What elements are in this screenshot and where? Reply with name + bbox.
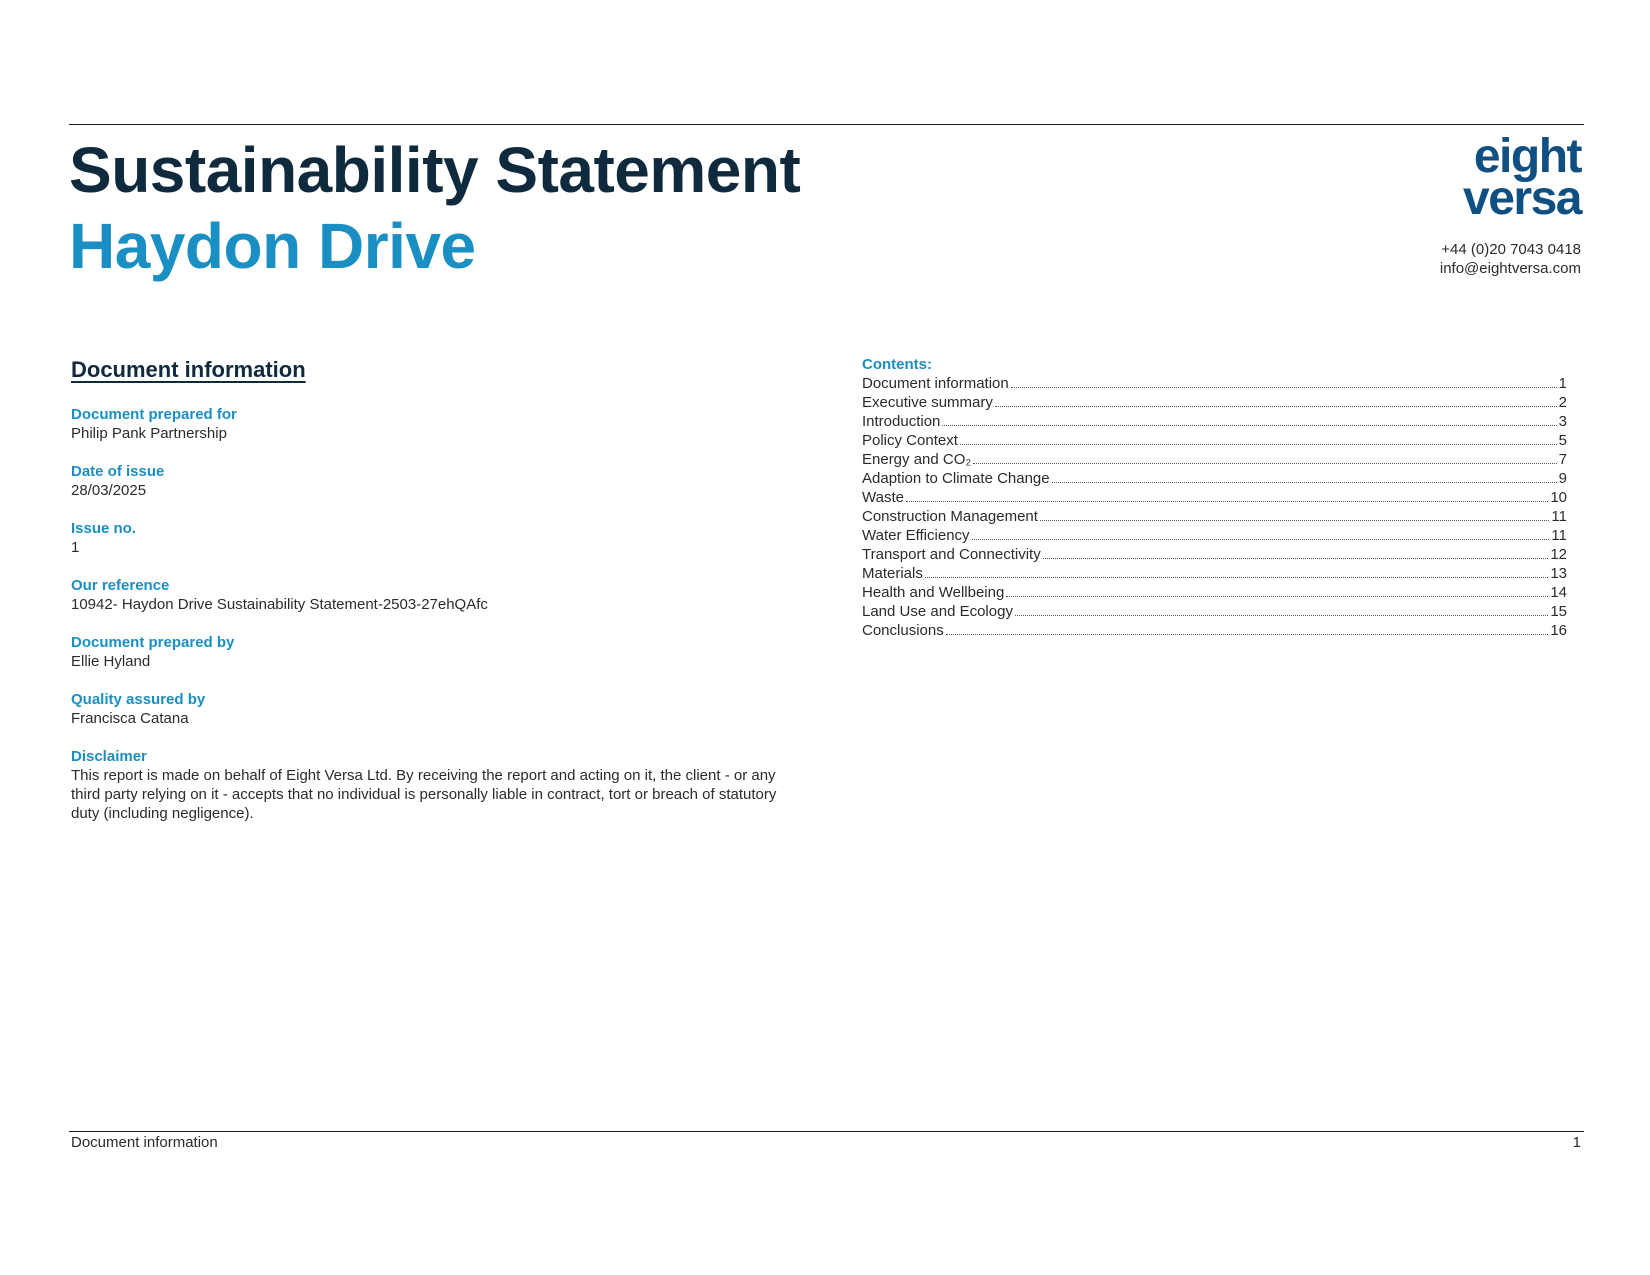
logo-line-2: versa [1463,172,1581,225]
header-rule [69,124,1584,125]
toc-item[interactable] [862,412,1567,431]
toc-item[interactable] [862,621,1567,640]
toc-title: Transport and Connectivity [862,546,1041,563]
toc-leader [925,577,1548,578]
document-title: Sustainability Statement [69,134,801,206]
toc-leader [1011,387,1557,388]
toc-page: 3 [1558,413,1567,430]
eight-versa-logo [1463,130,1581,225]
contact-details [1440,240,1581,278]
toc-page: 13 [1550,565,1567,582]
toc-item[interactable] [862,602,1567,621]
toc-page: 1 [1558,375,1567,392]
table-of-contents [862,374,1567,640]
field-value: 10942- Haydon Drive Sustainability Statement-2503-27ehQAfc [71,596,488,613]
document-info-heading: Document information [71,357,306,382]
toc-title: Energy and CO₂ [862,451,972,468]
footer-section-name: Document information [71,1134,218,1151]
title-block [69,132,800,284]
toc-page: 12 [1550,546,1567,563]
toc-leader [1040,520,1549,521]
field-issue-no [71,519,801,557]
field-label: Issue no. [71,520,137,537]
field-label: Document prepared by [71,634,235,651]
contents-section [862,355,1567,640]
toc-item[interactable] [862,374,1567,393]
toc-item[interactable] [862,450,1567,469]
toc-leader [1006,596,1548,597]
toc-leader [1043,558,1549,559]
toc-item[interactable] [862,564,1567,583]
field-label: Our reference [71,577,170,594]
toc-title: Adaption to Climate Change [862,470,1050,487]
toc-title: Materials [862,565,923,582]
toc-item[interactable] [862,393,1567,412]
toc-title: Conclusions [862,622,944,639]
disclaimer-text: This report is made on behalf of Eight Versa Ltd. By receiving the report and acting on it, the client - or any third party relying on it - accepts that no individual is personally liable in contract, tort or breach of statutory duty (including negligence). [71,767,777,822]
toc-page: 11 [1551,527,1567,544]
field-label: Date of issue [71,463,165,480]
toc-title: Water Efficiency [862,527,970,544]
toc-title: Policy Context [862,432,958,449]
field-prepared-by [71,633,801,671]
footer-rule [69,1131,1584,1132]
toc-page: 11 [1551,508,1567,525]
field-value: Francisca Catana [71,710,189,727]
toc-page: 9 [1558,470,1567,487]
toc-item[interactable] [862,431,1567,450]
toc-page: 14 [1550,584,1567,601]
toc-leader [972,539,1550,540]
field-date-of-issue [71,462,801,500]
toc-item[interactable] [862,469,1567,488]
toc-page: 10 [1550,489,1567,506]
phone-number: +44 (0)20 7043 0418 [1441,241,1581,258]
toc-leader [942,425,1556,426]
field-prepared-for [71,405,801,443]
toc-item[interactable] [862,488,1567,507]
toc-item[interactable] [862,526,1567,545]
field-our-reference [71,576,801,614]
toc-leader [1052,482,1557,483]
toc-page: 5 [1558,432,1567,449]
field-disclaimer [71,747,801,823]
toc-title: Introduction [862,413,941,430]
toc-item[interactable] [862,507,1567,526]
field-value: Ellie Hyland [71,653,151,670]
toc-title: Construction Management [862,508,1038,525]
toc-title: Executive summary [862,394,993,411]
field-label: Document prepared for [71,406,237,423]
field-value: Philip Pank Partnership [71,425,227,442]
toc-page: 7 [1558,451,1567,468]
toc-page: 2 [1558,394,1567,411]
toc-leader [1015,615,1548,616]
toc-page: 16 [1550,622,1567,639]
footer-page-number: 1 [1572,1134,1581,1151]
contents-heading: Contents: [862,356,932,373]
toc-title: Health and Wellbeing [862,584,1005,601]
toc-title: Document information [862,375,1009,392]
toc-leader [995,406,1557,407]
email-address: info@eightversa.com [1439,260,1581,277]
toc-title: Waste [862,489,904,506]
field-quality-assured-by [71,690,801,728]
toc-item[interactable] [862,545,1567,564]
field-label: Disclaimer [71,748,147,765]
toc-leader [960,444,1557,445]
logo-line-1: eight [1473,130,1581,183]
field-value: 28/03/2025 [71,482,147,499]
document-info-section [71,355,801,842]
toc-leader [973,463,1556,464]
toc-title: Land Use and Ecology [862,603,1013,620]
project-name: Haydon Drive [69,210,476,282]
toc-leader [946,634,1549,635]
toc-item[interactable] [862,583,1567,602]
brand-block [1439,130,1581,278]
toc-leader [906,501,1548,502]
field-label: Quality assured by [71,691,206,708]
field-value: 1 [71,539,80,556]
toc-page: 15 [1550,603,1567,620]
